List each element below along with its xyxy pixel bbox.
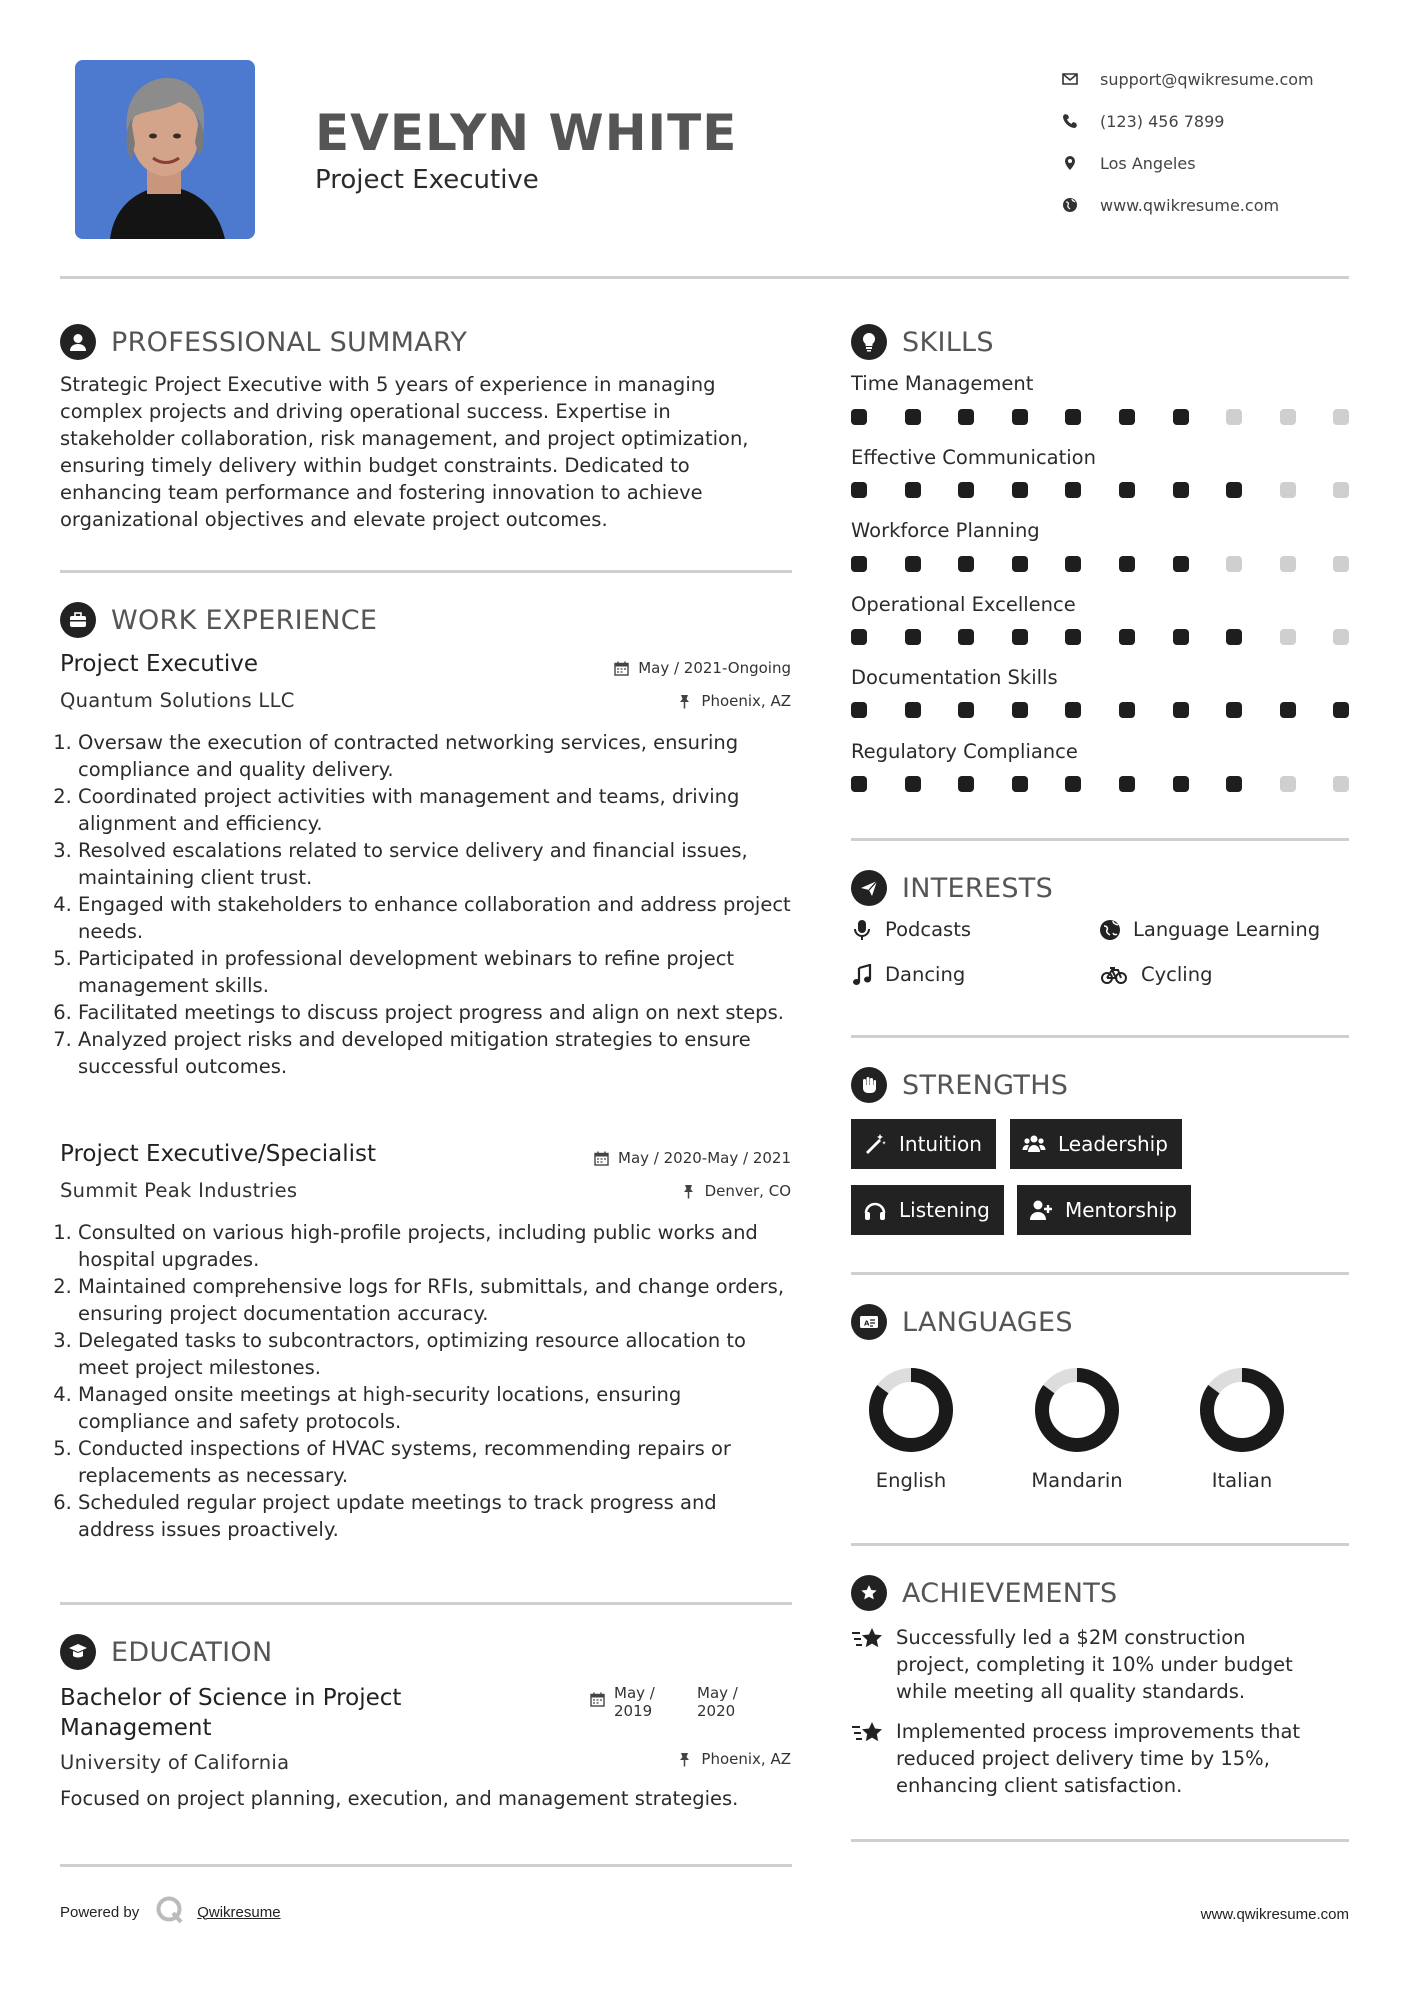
list-item: 3. Resolved escalations related to service delivery and financial issues, maintaining client trust. <box>78 837 798 891</box>
qwikresume-logo-icon <box>155 1895 185 1929</box>
list-item: 3. Delegated tasks to subcontractors, optimizing resource allocation to meet project milestones. <box>78 1327 798 1381</box>
interests-heading: INTERESTS <box>851 870 1053 906</box>
powered-by-label: Powered by <box>60 1903 140 1921</box>
education-divider <box>60 1864 792 1867</box>
interests-divider <box>851 1035 1349 1038</box>
experience-divider <box>60 1602 792 1605</box>
rating-dot-filled <box>958 556 974 572</box>
rating-dot-filled <box>1119 776 1135 792</box>
rating-dot-empty <box>1280 776 1296 792</box>
strength-leadership: Leadership <box>1010 1119 1182 1169</box>
shooting-star-icon <box>851 1624 896 1705</box>
rating-dot-filled <box>851 409 867 425</box>
rating-dot-filled <box>851 629 867 645</box>
thumbtack-icon <box>681 1184 696 1199</box>
interest-podcasts: Podcasts <box>851 918 971 941</box>
header-divider <box>60 276 1349 279</box>
envelope-icon <box>1062 71 1100 87</box>
rating-dot-filled <box>1173 629 1189 645</box>
skill-name: Regulatory Compliance <box>851 740 1078 763</box>
language-ring <box>868 1367 954 1453</box>
footer-powered-by <box>60 1895 281 1929</box>
language-ring <box>1034 1367 1120 1453</box>
music-note-icon <box>851 964 873 986</box>
rating-dot-filled <box>851 482 867 498</box>
contact-location-text: Los Angeles <box>1100 153 1196 173</box>
list-item: 4. Managed onsite meetings at high-security locations, ensuring compliance and safety protocols. <box>78 1381 798 1435</box>
rating-dot-empty <box>1280 629 1296 645</box>
skill-rating <box>851 409 1387 425</box>
skill-name: Time Management <box>851 372 1034 395</box>
list-item: 6. Scheduled regular project update meetings to track progress and address issues proactively. <box>78 1489 798 1543</box>
list-item: 2. Maintained comprehensive logs for RFIs, submittals, and change orders, ensuring project documentation accuracy. <box>78 1273 798 1327</box>
contact-phone[interactable] <box>1062 100 1314 142</box>
rating-dot-filled <box>1119 702 1135 718</box>
rating-dot-empty <box>1333 482 1349 498</box>
thumbtack-icon <box>677 1752 692 1767</box>
bicycle-icon <box>1099 964 1129 986</box>
rating-dot-filled <box>1012 702 1028 718</box>
rating-dot-filled <box>1173 776 1189 792</box>
footer-website-link[interactable]: www.qwikresume.com <box>1200 1906 1349 1923</box>
education-description: Focused on project planning, execution, and management strategies. <box>60 1787 739 1810</box>
rating-dot-empty <box>1333 409 1349 425</box>
list-item: 7. Analyzed project risks and developed mitigation strategies to ensure successful outcomes. <box>78 1026 798 1080</box>
skills-heading: SKILLS <box>851 324 994 360</box>
rating-dot-filled <box>851 556 867 572</box>
education-dates: May / 2019 May / 2020 <box>590 1684 738 1720</box>
experience-heading: WORK EXPERIENCE <box>60 602 377 638</box>
strengths-heading: STRENGTHS <box>851 1067 1068 1103</box>
map-pin-icon <box>1062 155 1100 171</box>
job-title-2: Project Executive/Specialist <box>60 1141 376 1167</box>
microphone-icon <box>851 919 873 941</box>
rating-dot-filled <box>958 629 974 645</box>
list-item: 4. Engaged with stakeholders to enhance collaboration and address project needs. <box>78 891 798 945</box>
rating-dot-filled <box>905 409 921 425</box>
summary-heading: PROFESSIONAL SUMMARY <box>60 324 467 360</box>
list-item: 5. Conducted inspections of HVAC systems, recommending repairs or replacements as necessary. <box>78 1435 798 1489</box>
rating-dot-filled <box>1012 629 1028 645</box>
rating-dot-filled <box>1065 556 1081 572</box>
skill-rating <box>851 776 1387 792</box>
job-date-1: May / 2021-Ongoing <box>614 659 791 677</box>
briefcase-icon <box>60 602 96 638</box>
rating-dot-filled <box>1065 629 1081 645</box>
rating-dot-filled <box>1065 776 1081 792</box>
list-item: 6. Facilitated meetings to discuss project progress and align on next steps. <box>78 999 798 1026</box>
rating-dot-filled <box>1173 482 1189 498</box>
magic-wand-icon <box>863 1132 887 1156</box>
job-1-bullets <box>58 729 798 1080</box>
lightbulb-icon <box>851 324 887 360</box>
skills-divider <box>851 838 1349 841</box>
svg-text:A: A <box>864 1319 870 1328</box>
calendar-icon <box>590 1692 605 1707</box>
strengths-divider <box>851 1272 1349 1275</box>
strength-intuition: Intuition <box>851 1119 996 1169</box>
interest-dancing: Dancing <box>851 963 965 986</box>
rating-dot-filled <box>851 702 867 718</box>
rating-dot-filled <box>1012 409 1028 425</box>
user-circle-icon <box>60 324 96 360</box>
contact-email-text: support@qwikresume.com <box>1100 69 1314 89</box>
thumbtack-icon <box>677 694 692 709</box>
headphones-icon <box>863 1198 887 1222</box>
language-card-icon <box>851 1304 887 1340</box>
rating-dot-empty <box>1280 409 1296 425</box>
rating-dot-filled <box>1065 482 1081 498</box>
star-badge-icon <box>851 1575 887 1611</box>
rating-dot-empty <box>1226 409 1242 425</box>
contact-email[interactable] <box>1062 58 1314 100</box>
skill-rating <box>851 556 1387 572</box>
list-item: 1. Consulted on various high-profile projects, including public works and hospital upgrades. <box>78 1219 798 1273</box>
contact-website-text: www.qwikresume.com <box>1100 195 1280 215</box>
globe-icon <box>1099 919 1121 941</box>
rating-dot-filled <box>1119 629 1135 645</box>
rating-dot-empty <box>1280 482 1296 498</box>
graduate-icon <box>60 1634 96 1670</box>
rating-dot-filled <box>1012 482 1028 498</box>
fist-icon <box>851 1067 887 1103</box>
interest-language-learning: Language Learning <box>1099 918 1320 941</box>
rating-dot-filled <box>1173 702 1189 718</box>
rating-dot-filled <box>905 702 921 718</box>
rating-dot-filled <box>905 482 921 498</box>
rating-dot-filled <box>1119 409 1135 425</box>
candidate-title: Project Executive <box>315 165 539 195</box>
rating-dot-filled <box>1065 702 1081 718</box>
rating-dot-filled <box>958 776 974 792</box>
candidate-name: EVELYN WHITE <box>315 104 738 162</box>
brand-link[interactable]: Qwikresume <box>197 1903 281 1921</box>
language-ring <box>1199 1367 1285 1453</box>
rating-dot-filled <box>1333 702 1349 718</box>
language-english: English <box>841 1367 981 1492</box>
education-location: Phoenix, AZ <box>677 1750 791 1768</box>
job-date-2: May / 2020-May / 2021 <box>594 1149 791 1167</box>
list-item: 2. Coordinated project activities with management and teams, driving alignment and efficiency. <box>78 783 798 837</box>
strength-listening: Listening <box>851 1185 1004 1235</box>
summary-divider <box>60 570 792 573</box>
degree-title: Bachelor of Science in Project Management <box>60 1685 402 1741</box>
skill-name: Documentation Skills <box>851 666 1058 689</box>
contact-website[interactable] <box>1062 184 1314 226</box>
rating-dot-empty <box>1333 629 1349 645</box>
rating-dot-filled <box>1012 776 1028 792</box>
rating-dot-filled <box>958 482 974 498</box>
languages-divider <box>851 1543 1349 1546</box>
users-icon <box>1022 1132 1046 1156</box>
paper-plane-icon <box>851 870 887 906</box>
job-location-1: Phoenix, AZ <box>677 692 791 710</box>
summary-text: Strategic Project Executive with 5 years of experience in managing complex projects and driving operational success. Expertise in stakeholder collaboration, risk management, and project optimization, ensuring timely delivery within budget constraints. Dedicated to enhancing team performance and fostering innovation to achieve organizational objectives and elevate project outcomes. <box>60 373 749 531</box>
rating-dot-filled <box>1119 556 1135 572</box>
rating-dot-filled <box>958 702 974 718</box>
calendar-icon <box>614 661 629 676</box>
rating-dot-filled <box>851 776 867 792</box>
job-location-2: Denver, CO <box>681 1182 791 1200</box>
list-item: 1. Oversaw the execution of contracted networking services, ensuring compliance and quality delivery. <box>78 729 798 783</box>
contact-list <box>1062 58 1314 226</box>
profile-photo <box>75 60 255 239</box>
rating-dot-filled <box>1226 776 1242 792</box>
rating-dot-filled <box>1012 556 1028 572</box>
rating-dot-filled <box>1173 556 1189 572</box>
shooting-star-icon <box>851 1718 896 1799</box>
languages-heading: A LANGUAGES <box>851 1304 1073 1340</box>
rating-dot-empty <box>1280 556 1296 572</box>
skill-rating <box>851 629 1387 645</box>
company-1: Quantum Solutions LLC <box>60 689 295 712</box>
language-italian: Italian <box>1172 1367 1312 1492</box>
rating-dot-filled <box>1226 629 1242 645</box>
rating-dot-filled <box>1119 482 1135 498</box>
job-2-bullets <box>58 1219 798 1543</box>
list-item: 5. Participated in professional development webinars to refine project management skills. <box>78 945 798 999</box>
interest-cycling: Cycling <box>1099 963 1212 986</box>
portrait-image <box>75 60 255 239</box>
rating-dot-filled <box>1173 409 1189 425</box>
contact-phone-text: (123) 456 7899 <box>1100 111 1225 131</box>
rating-dot-filled <box>1280 702 1296 718</box>
company-2: Summit Peak Industries <box>60 1179 298 1202</box>
language-mandarin: Mandarin <box>1007 1367 1147 1492</box>
rating-dot-empty <box>1333 776 1349 792</box>
achievement-item: Successfully led a $2M construction project, completing it 10% under budget while meeting all quality standards. <box>851 1624 1346 1705</box>
rating-dot-filled <box>1226 702 1242 718</box>
strength-mentorship: Mentorship <box>1017 1185 1191 1235</box>
school-name: University of California <box>60 1751 290 1774</box>
achievement-item: Implemented process improvements that reduced project delivery time by 15%, enhancing client satisfaction. <box>851 1718 1346 1799</box>
skill-rating <box>851 482 1387 498</box>
rating-dot-filled <box>1065 409 1081 425</box>
skill-rating <box>851 702 1387 718</box>
achievements-divider <box>851 1839 1349 1842</box>
skill-name: Operational Excellence <box>851 593 1076 616</box>
education-heading: EDUCATION <box>60 1634 272 1670</box>
calendar-icon <box>594 1151 609 1166</box>
rating-dot-filled <box>905 776 921 792</box>
skill-name: Effective Communication <box>851 446 1096 469</box>
rating-dot-empty <box>1333 556 1349 572</box>
rating-dot-filled <box>905 629 921 645</box>
rating-dot-empty <box>1226 556 1242 572</box>
globe-icon <box>1062 197 1100 213</box>
rating-dot-filled <box>1226 482 1242 498</box>
skill-name: Workforce Planning <box>851 519 1040 542</box>
rating-dot-filled <box>958 409 974 425</box>
rating-dot-filled <box>905 556 921 572</box>
job-title-1: Project Executive <box>60 651 258 677</box>
phone-icon <box>1062 113 1100 129</box>
achievements-heading: ACHIEVEMENTS <box>851 1575 1118 1611</box>
user-plus-icon <box>1029 1198 1053 1222</box>
contact-location <box>1062 142 1314 184</box>
